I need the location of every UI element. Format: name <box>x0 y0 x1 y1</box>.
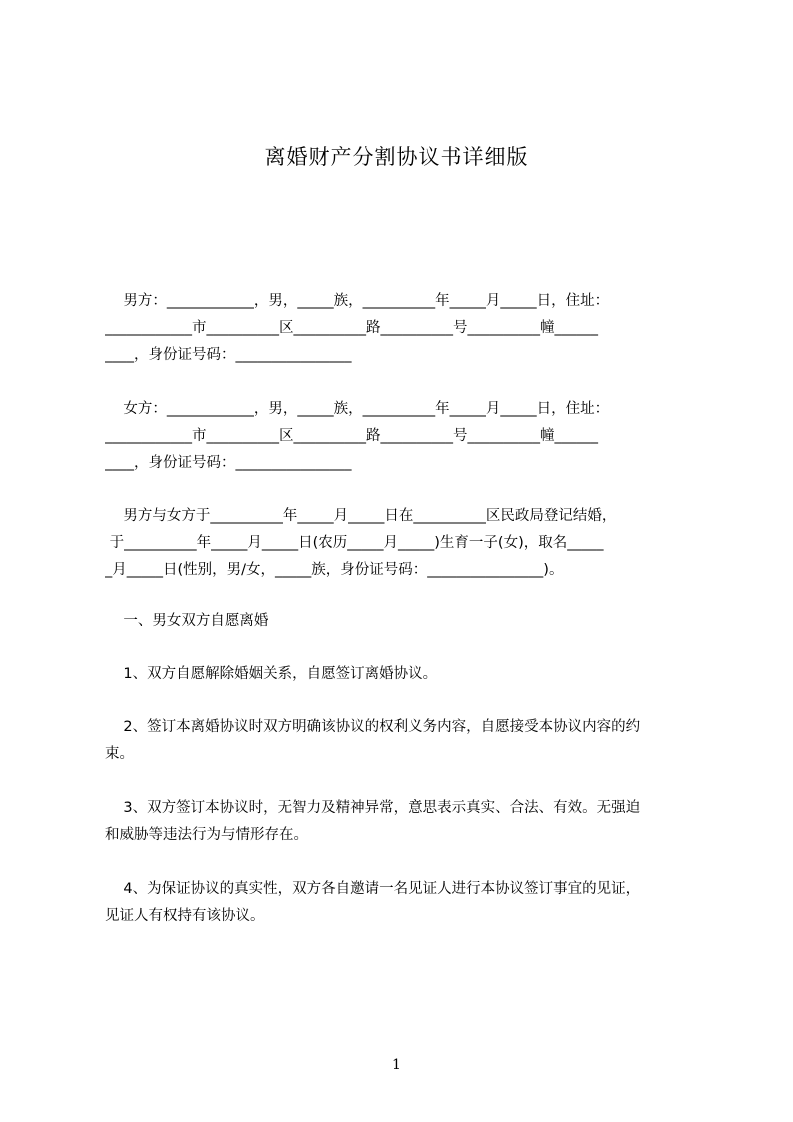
male-party-line-3: ____，身份证号码：________________ <box>105 347 352 363</box>
female-party-line-1: 女方：____________，男，_____族，__________年_____月_____日，住址： <box>105 401 610 417</box>
clause-1: 1、双方自愿解除婚姻关系，自愿签订离婚协议。 <box>105 666 438 682</box>
female-party-line-2: ____________市__________区__________路__________号__________幢______ <box>105 428 598 444</box>
clause-2-line-2: 束。 <box>105 746 134 762</box>
section-heading: 一、男女双方自愿离婚 <box>105 613 269 629</box>
document-title: 离婚财产分割协议书详细版 <box>264 145 529 169</box>
marriage-info-line-2: 于__________年_____月_____日(农历_____月_____)生育一子(女)，取名_____ <box>105 535 604 551</box>
male-party-line-1: 男方：____________，男，_____族，__________年_____月_____日，住址： <box>105 293 610 309</box>
female-party-line-3: ____，身份证号码：________________ <box>105 455 352 471</box>
clause-3-line-1: 3、双方签订本协议时，无智力及精神异常，意思表示真实、合法、有效。无强迫 <box>105 800 641 816</box>
clause-4-line-2: 见证人有权持有该协议。 <box>105 908 265 924</box>
clause-3-line-2: 和威胁等违法行为与情形存在。 <box>105 827 308 843</box>
clause-4-line-1: 4、为保证协议的真实性，双方各自邀请一名见证人进行本协议签订事宜的见证， <box>105 881 641 897</box>
clause-2-line-1: 2、签订本离婚协议时双方明确该协议的权利义务内容，自愿接受本协议内容的约 <box>105 719 641 735</box>
marriage-info-line-1: 男方与女方于__________年_____月_____日在__________区民政局登记结婚， <box>105 508 617 524</box>
page-number: 1 <box>392 1057 401 1073</box>
marriage-info-line-3: _月_____日(性别，男/女，_____族，身份证号码：________________)。 <box>105 562 564 578</box>
male-party-line-2: ____________市__________区__________路__________号__________幢______ <box>105 320 598 336</box>
